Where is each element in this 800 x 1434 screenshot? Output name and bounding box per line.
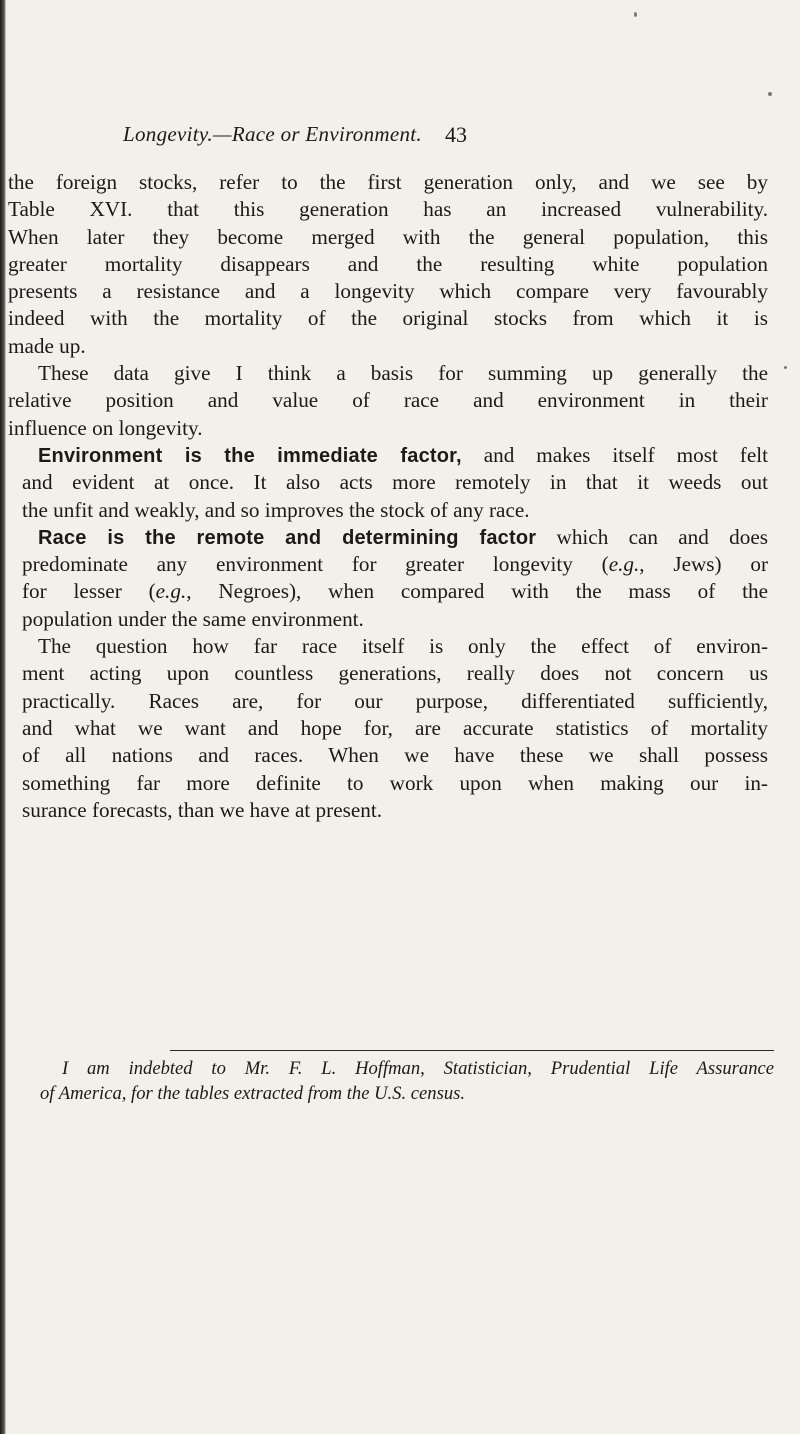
text-span-italic: e.g.	[155, 579, 187, 604]
text-span: , Negroes), when compared with the mass of the	[186, 579, 768, 604]
text-line: something far more definite to work upon when making our in-	[22, 770, 768, 795]
text-line: ment acting upon countless generations, really does not concern us	[22, 661, 768, 686]
paper-speck	[768, 92, 772, 96]
text-span: which can and does	[536, 524, 768, 549]
text-line: Table XVI. that this generation has an increased vulnerability.	[8, 197, 768, 222]
text-span-italic: e.g.	[608, 552, 640, 577]
text-line: the foreign stocks, refer to the first generation only, and we see by	[8, 170, 768, 194]
text-line: and what we want and hope for, are accurate statistics of mortality	[22, 715, 768, 740]
text-span: predominate any environment for greater longevity (	[22, 552, 609, 577]
footnote	[40, 1056, 774, 1106]
paper-speck	[784, 366, 787, 369]
text-line: influence on longevity.	[8, 415, 203, 440]
text-line: surance forecasts, than we have at present.	[22, 797, 383, 822]
text-line: relative position and value of race and environment in their	[8, 388, 768, 413]
running-title: Longevity.—Race or Environment.	[123, 122, 422, 146]
bold-lead-race: Race is the remote and determining factor	[38, 526, 537, 549]
page-number: 43	[445, 122, 467, 147]
text-line	[8, 442, 768, 469]
paper-speck	[634, 12, 637, 17]
text-line: the unfit and weakly, and so improves the stock of any race.	[22, 497, 530, 522]
text-line	[8, 524, 768, 551]
text-line: These data give I think a basis for summing up generally the	[38, 361, 768, 386]
text-span: and makes itself most felt	[461, 442, 768, 467]
footnote-line: I am indebted to Mr. F. L. Hoffman, Statistician, Prudential Life Assurance	[62, 1058, 774, 1079]
text-line: The question how far race itself is only the effect of environ-	[38, 634, 768, 659]
page-binding-edge	[0, 0, 6, 1434]
text-line: of all nations and races. When we have these we shall possess	[22, 743, 768, 768]
text-line: greater mortality disappears and the resulting white population	[8, 251, 768, 276]
running-head	[0, 122, 800, 152]
text-span: for lesser (	[22, 579, 156, 604]
bold-lead-environment: Environment is the immediate factor,	[38, 444, 462, 467]
text-line: practically. Races are, for our purpose, differentiated sufficiently,	[22, 688, 768, 713]
text-line: and evident at once. It also acts more remotely in that it weeds out	[22, 470, 768, 495]
text-line: made up.	[8, 333, 86, 358]
text-line	[8, 551, 768, 578]
footnote-line: of America, for the tables extracted from the U.S. census.	[40, 1083, 465, 1104]
text-line: population under the same environment.	[22, 606, 364, 631]
body-text	[8, 169, 768, 824]
footnote-rule	[170, 1050, 774, 1051]
text-span: , Jews) or	[639, 552, 769, 577]
text-line: When later they become merged with the general population, this	[8, 224, 768, 249]
text-line: presents a resistance and a longevity which compare very favourably	[8, 279, 768, 304]
text-line: indeed with the mortality of the original stocks from which it is	[8, 306, 768, 331]
text-line	[8, 578, 768, 605]
